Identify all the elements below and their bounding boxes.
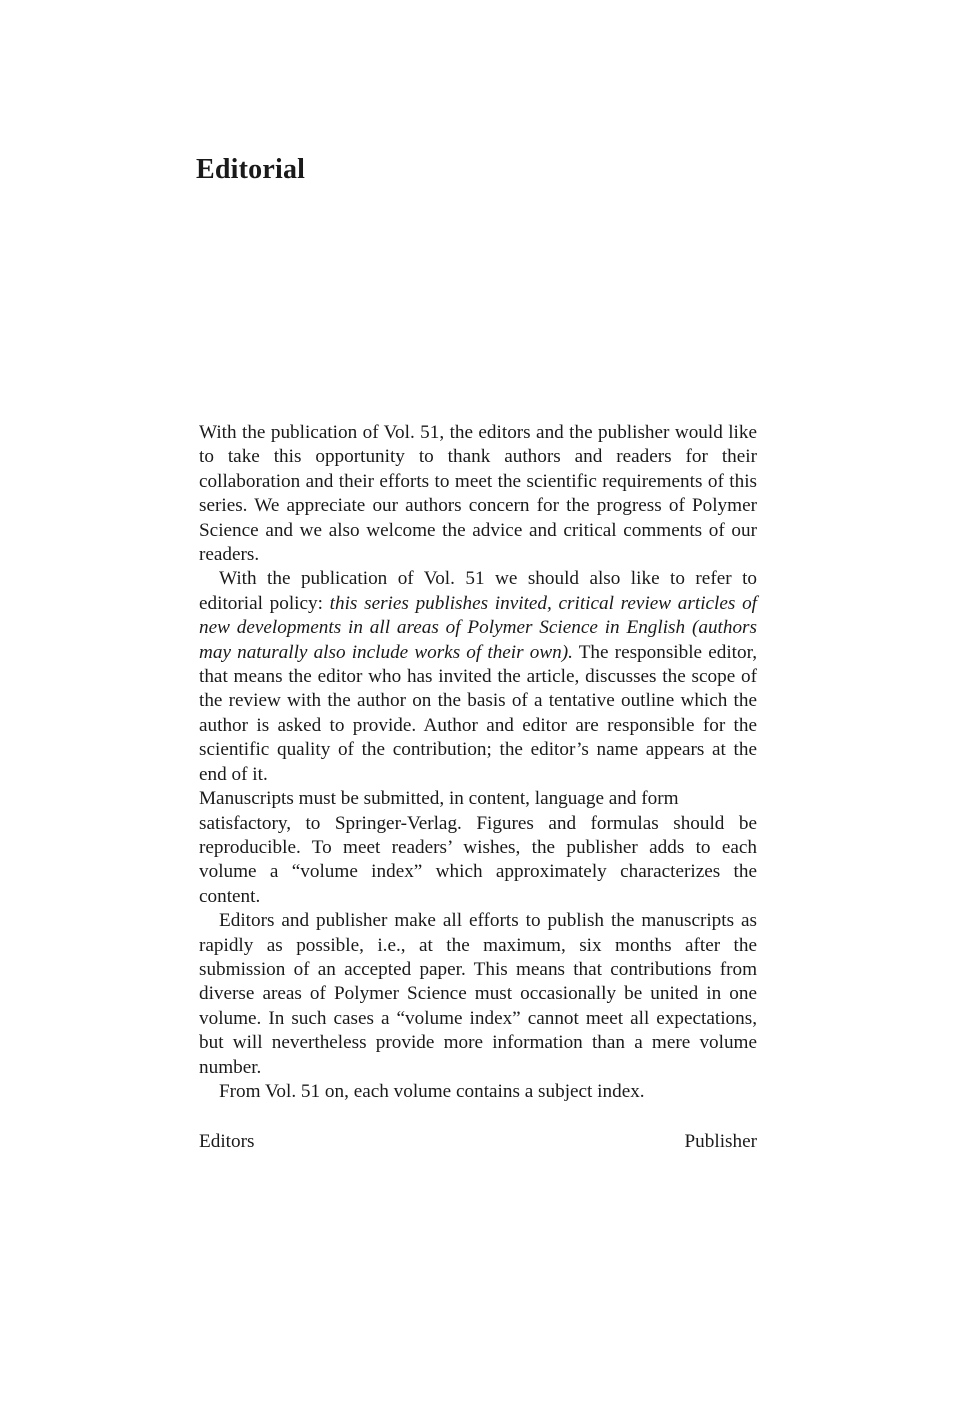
page-title: Editorial xyxy=(196,154,306,185)
paragraph-subject-index: From Vol. 51 on, each volume contains a subject index. xyxy=(219,1080,645,1102)
signature-row xyxy=(199,1130,757,1154)
paragraph-manuscripts: satisfactory, to Springer-Verlag. Figures and formulas should be reproducible. To meet readers’ wishes, the publisher adds to each volume a “volume index” which approximately characterizes the content. xyxy=(199,812,757,907)
policy-detail-text: The responsible editor, that means the editor who has invited the article, discusses the scope of the review with the author on the basis of a tentative outline which the author is asked to provide. Author and editor are responsible for the scientific quality of the contribution; the editor’s name appears at the end of it. xyxy=(199,641,757,785)
policy-statement-italic: this series publishes invited, critical review articles of new developments in all areas of Polymer Science in English (authors may naturally also include works of their own). xyxy=(199,592,758,663)
paragraph-publication-speed: Editors and publisher make all efforts to publish the manuscripts as rapidly as possible, i.e., at the maximum, six months after the submission of an accepted paper. This means that contributions from diverse areas of Polymer Science must occasionally be united in one volume. In such cases a “volume index” cannot meet all expectations, but will nevertheless provide more information than a mere volume number. xyxy=(199,910,757,1078)
paragraph-thanks: With the publication of Vol. 51, the editors and the publisher would like to take this opportunity to thank authors and readers for their collaboration and their efforts to meet the scientific requirements of this series. We appreciate our authors concern for the progress of Polymer Science and we also welcome the advice and critical comments of our readers. xyxy=(199,422,757,566)
paragraph-manuscripts-first-line: Manuscripts must be submitted, in content, language and form xyxy=(199,788,679,810)
editorial-body xyxy=(199,421,757,1104)
signature-editors: Editors xyxy=(199,1131,255,1152)
paragraph-editorial-policy xyxy=(199,567,757,787)
policy-intro-text: With the publication of Vol. 51 we should also like to refer to editorial policy: xyxy=(199,568,757,614)
signature-publisher: Publisher xyxy=(684,1131,757,1152)
